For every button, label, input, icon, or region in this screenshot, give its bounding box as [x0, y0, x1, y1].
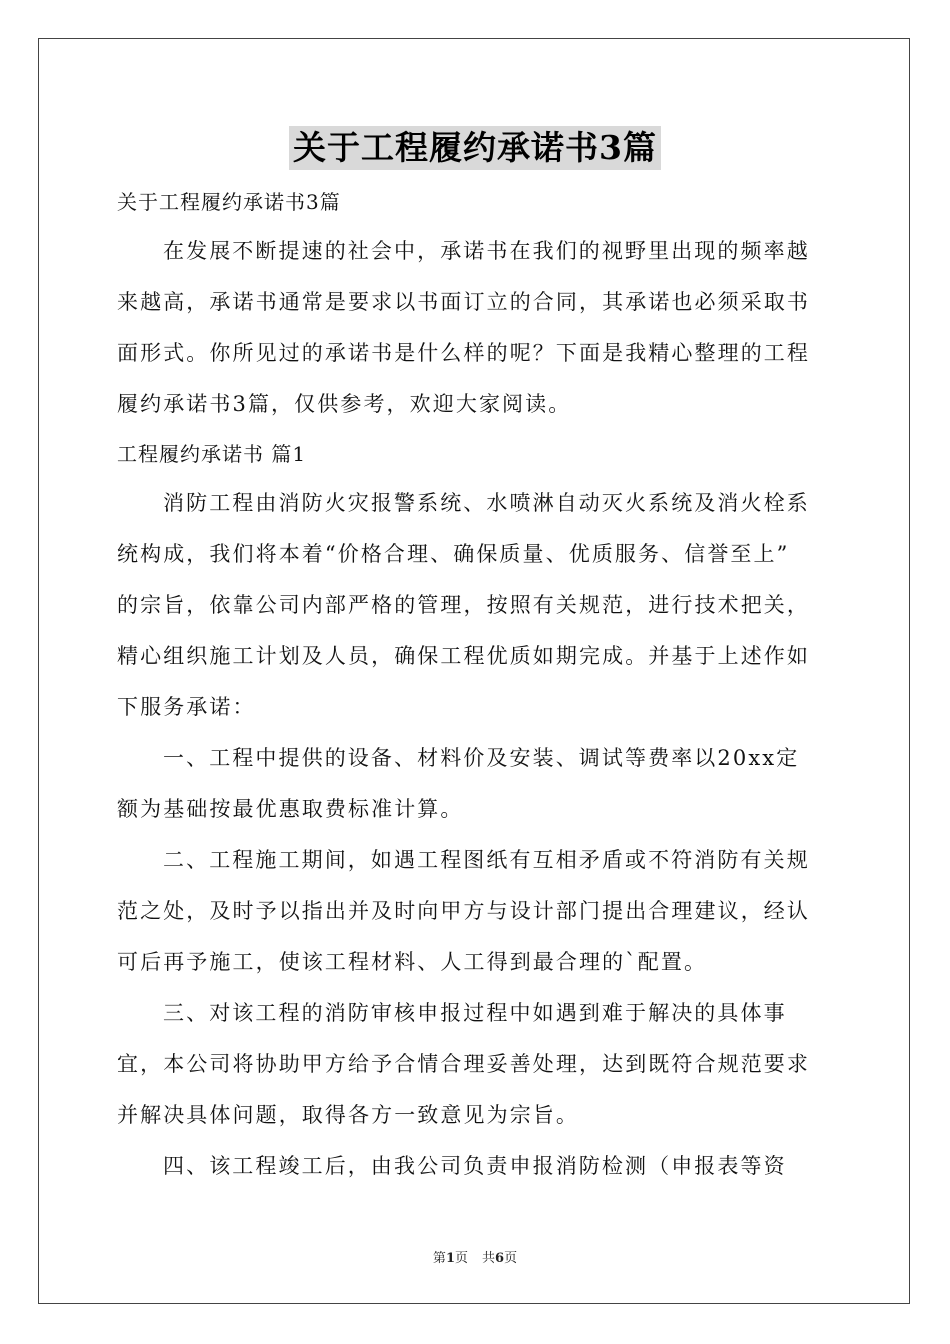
paragraph-line: 额为基础按最优惠取费标准计算。 [117, 797, 464, 821]
paragraph-line: 在发展不断提速的社会中，承诺书在我们的视野里出现的频率越 [163, 239, 810, 263]
document-body [117, 178, 835, 1192]
total-pages: 6 [495, 1251, 505, 1266]
paragraph-line: 面形式。你所见过的承诺书是什么样的呢？下面是我精心整理的工程 [117, 341, 810, 365]
page-prefix: 第 [432, 1251, 446, 1266]
section-paragraph [117, 478, 835, 733]
paragraph-line: 并解决具体问题，取得各方一致意见为宗旨。 [117, 1103, 579, 1127]
commitment-item-1 [117, 733, 835, 835]
paragraph-line: 的宗旨，依靠公司内部严格的管理，按照有关规范，进行技术把关， [117, 593, 810, 617]
commitment-item-3 [117, 988, 835, 1141]
page-footer [0, 1247, 950, 1266]
paragraph-line: 来越高，承诺书通常是要求以书面订立的合同，其承诺也必须采取书 [117, 290, 810, 314]
document-subtitle: 关于工程履约承诺书3篇 [117, 190, 341, 214]
paragraph-line: 消防工程由消防火灾报警系统、水喷淋自动灭火系统及消火栓系 [163, 491, 810, 515]
paragraph-line: 四、该工程竣工后，由我公司负责申报消防检测（申报表等资 [163, 1154, 787, 1178]
page-number: 1 [445, 1251, 455, 1266]
page-suffix: 页 [454, 1251, 468, 1266]
commitment-item-4 [117, 1141, 835, 1192]
paragraph-line: 精心组织施工计划及人员，确保工程优质如期完成。并基于上述作如 [117, 644, 810, 668]
title-container [0, 126, 950, 170]
document-title: 关于工程履约承诺书3篇 [289, 126, 661, 170]
paragraph-line: 下服务承诺： [117, 695, 256, 719]
paragraph-line: 统构成，我们将本着“价格合理、确保质量、优质服务、信誉至上” [117, 542, 790, 566]
paragraph-line: 三、对该工程的消防审核申报过程中如遇到难于解决的具体事 [163, 1001, 787, 1025]
paragraph-line: 一、工程中提供的设备、材料价及安装、调试等费率以20xx定 [163, 746, 800, 770]
paragraph-line: 二、工程施工期间，如遇工程图纸有互相矛盾或不符消防有关规 [163, 848, 810, 872]
paragraph-line: 可后再予施工，使该工程材料、人工得到最合理的`配置。 [117, 950, 708, 974]
intro-paragraph [117, 226, 835, 430]
commitment-item-2 [117, 835, 835, 988]
total-suffix: 页 [504, 1251, 518, 1266]
paragraph-line: 范之处，及时予以指出并及时向甲方与设计部门提出合理建议，经认 [117, 899, 810, 923]
section-heading: 工程履约承诺书 篇1 [117, 442, 307, 466]
paragraph-line: 宜，本公司将协助甲方给予合情合理妥善处理，达到既符合规范要求 [117, 1052, 810, 1076]
paragraph-line: 履约承诺书3篇，仅供参考，欢迎大家阅读。 [117, 392, 572, 416]
total-prefix: 共 [482, 1251, 496, 1266]
